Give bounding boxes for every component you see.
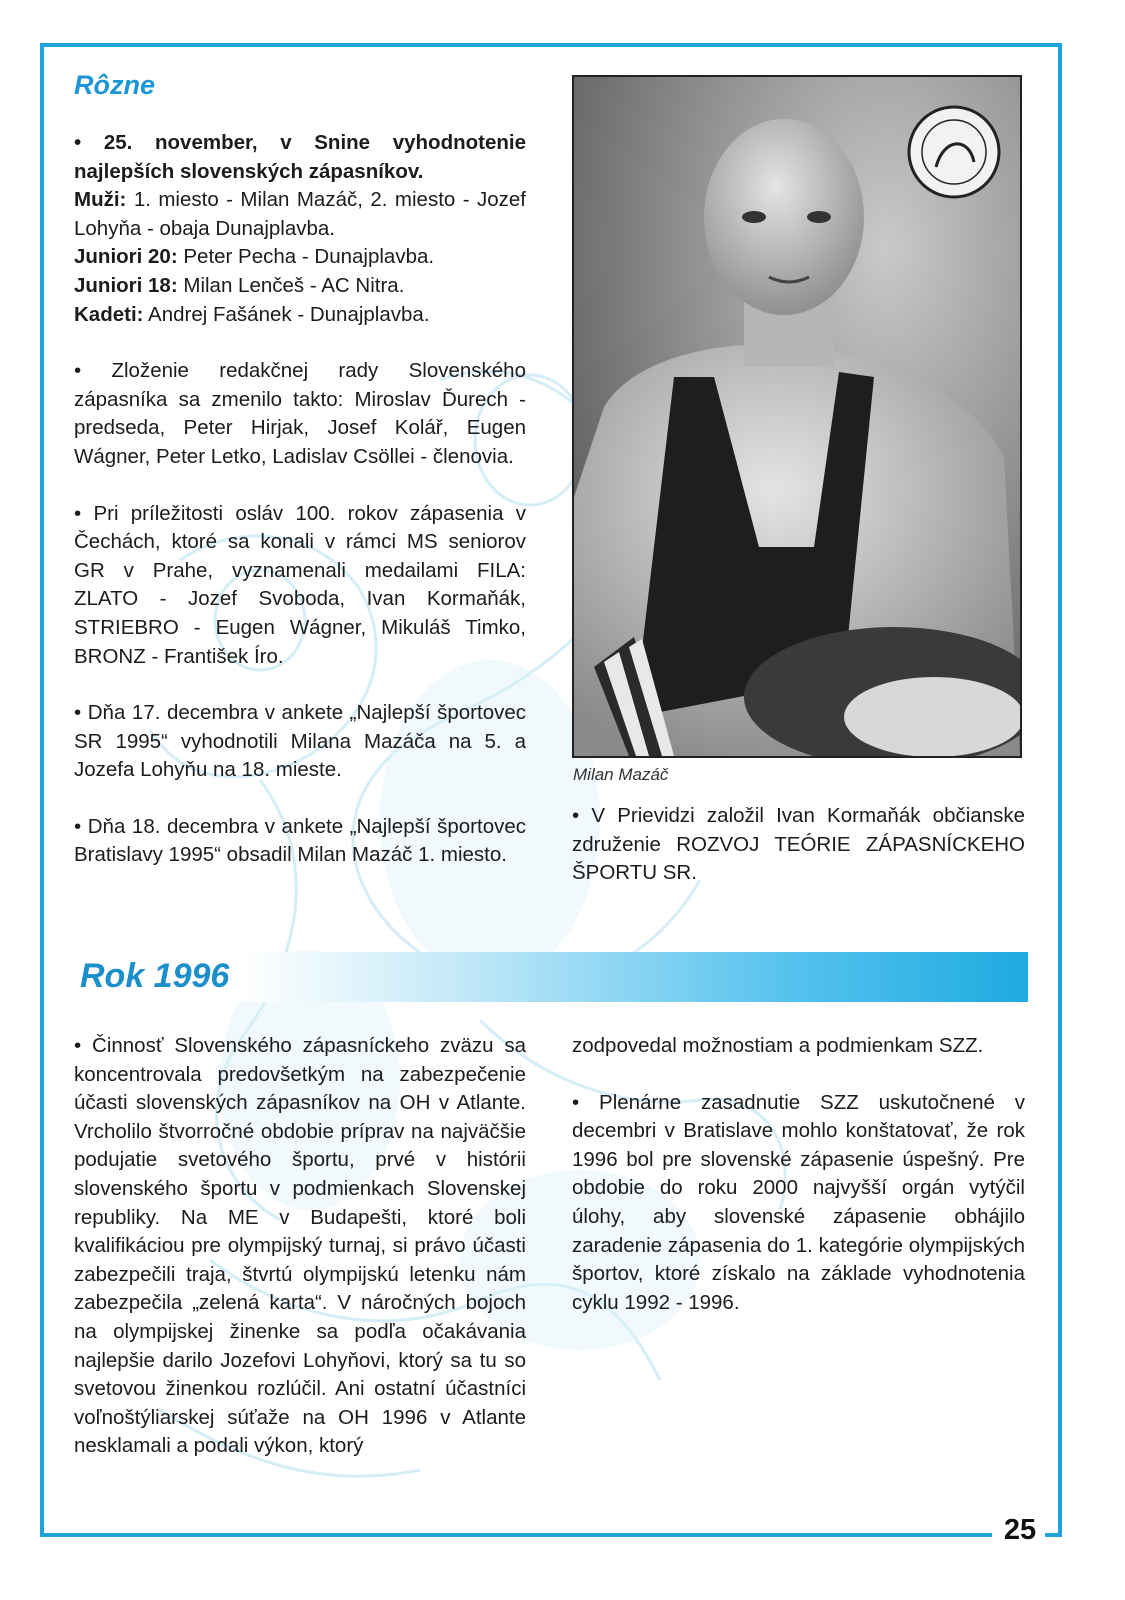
- paragraph-association-founded: • V Prievidzi založil Ivan Kormaňák občianske združenie ROZVOJ TEÓRIE ZÁPASNÍCKEHO ŠPORTU SR.: [572, 804, 1025, 885]
- text-juniori-20: Peter Pecha - Dunajplavba.: [177, 245, 435, 269]
- paragraph-best-wrestlers: [74, 129, 526, 329]
- left-column-top: [74, 129, 526, 870]
- section-title-rok-1996: Rok 1996: [80, 957, 230, 995]
- paragraph-olympics-activity: • Činnosť Slovenského zápasníckeho zväzu sa koncentrovala predovšetkým na zabezpečenie účasti slovenských zápasníkov na OH v Atlante. Vrcholilo štvorročné obdobie príprav na najväčšie podujatie svetového športu, prvé v histórii slovenského športu v podmienkach Slovenskej republiky. Na ME v Budapešti, ktoré boli kvalifikáciou pre olympijský turnaj, si právo účasti zabezpečili traja, štvrtú olympijskú letenku nám zabezpečila „zelená karta“. V náročných bojoch na olympijskej žinenke sa podľa očakávania najlepšie darilo Jozefovi Lohyňovi, ktorý sa tu so svetovou žinenkou rozlúčil. Ani ostatní účastníci voľnoštýliarskej súťaže na OH 1996 v Atlante nesklamali a podali výkon, ktorý: [74, 1034, 526, 1458]
- left-column-bottom: [74, 1032, 526, 1461]
- paragraph-continuation: zodpovedal možnostiam a podmienkam SZZ.: [572, 1034, 984, 1057]
- page-frame-bottom-rule: [40, 1533, 992, 1537]
- label-kadeti: Kadeti:: [74, 302, 144, 326]
- wrestler-photo: [572, 75, 1022, 758]
- wrestler-photo-image: [574, 77, 1020, 756]
- page-frame-bottom-rule-end: [1045, 1533, 1062, 1537]
- paragraph-athlete-poll-bratislava: • Dňa 18. decembra v ankete „Najlepší športovec Bratislavy 1995“ obsadil Milan Mazáč 1. miesto.: [74, 814, 526, 867]
- section-title-rozne: Rôzne: [74, 70, 155, 100]
- right-column-top: [572, 802, 1025, 888]
- text-juniori-18: Milan Lenčeš - AC Nitra.: [177, 273, 405, 297]
- paragraph-fila-medals: • Pri príležitosti osláv 100. rokov zápasenia v Čechách, ktoré sa konali v rámci MS seniorov GR v Prahe, vyznamenali medailami FILA: ZLATO - Jozef Svoboda, Ivan Kormaňák, STRIEBRO - Eugen Wágner, Mikuláš Timko, BRONZ - František Íro.: [74, 501, 526, 668]
- right-column-bottom: [572, 1032, 1025, 1317]
- paragraph-heading: • 25. november, v Snine vyhodnotenie najlepších slovenských zápasníkov.: [74, 131, 526, 183]
- paragraph-plenary-session: • Plenárne zasadnutie SZZ uskutočnené v decembri v Bratislave mohlo konštatovať, že rok 1996 bol pre slovenské zápasenie úspešný. Pre obdobie do roku 2000 najvyšší orgán vytýčil úlohy, aby slovenské zápasenie obhájilo zaradenie zápasenia do 1. kategórie olympijských športov, ktoré získalo na základe vyhodnotenia cyklu 1992 - 1996.: [572, 1090, 1025, 1314]
- text-kadeti: Andrej Fašánek - Dunajplavba.: [143, 302, 430, 326]
- paragraph-athlete-poll-sr: • Dňa 17. decembra v ankete „Najlepší športovec SR 1995“ vyhodnotili Milana Mazáča na 5. a Jozefa Lohyňu na 18. mieste.: [74, 701, 526, 782]
- paragraph-editorial-board: • Zloženie redakčnej rady Slovenského zápasníka sa zmenilo takto: Miroslav Ďurech - predseda, Peter Hirjak, Josef Kolář, Eugen Wágner, Peter Letko, Ladislav Csöllei - členovia.: [74, 359, 526, 468]
- photo-caption: Milan Mazáč: [573, 765, 669, 784]
- label-muzi: Muži:: [74, 188, 127, 212]
- label-juniori-18: Juniori 18:: [74, 273, 178, 297]
- text-muzi: 1. miesto - Milan Mazáč, 2. miesto - Jozef Lohyňa - obaja Dunajplavba.: [74, 188, 526, 240]
- label-juniori-20: Juniori 20:: [74, 245, 178, 269]
- page-number: 25: [996, 1512, 1044, 1548]
